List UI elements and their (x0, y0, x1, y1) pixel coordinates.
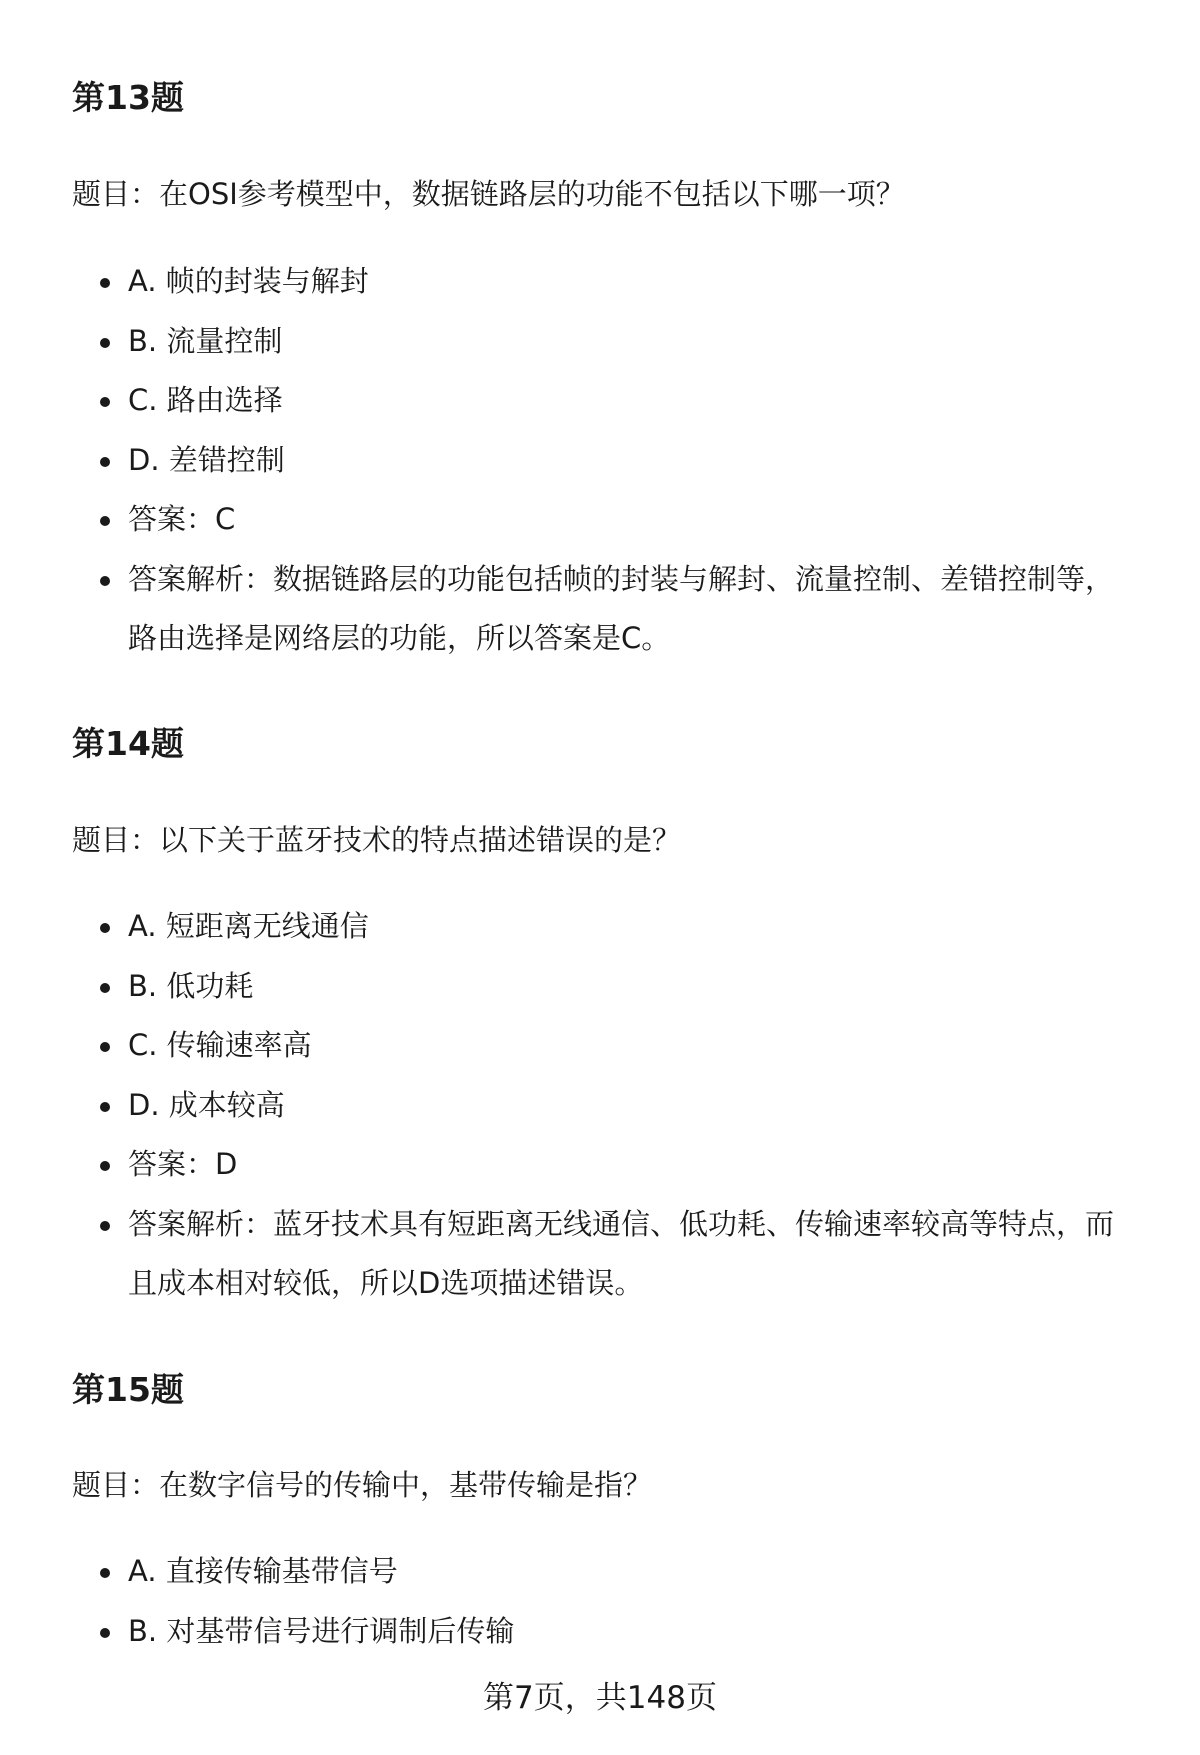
option-b: B. 对基带信号进行调制后传输 (0, 1602, 1200, 1662)
option-a: A. 短距离无线通信 (0, 897, 1200, 957)
option-a: A. 直接传输基带信号 (0, 1542, 1200, 1602)
question-13-title: 第13题 (72, 78, 184, 117)
option-d: D. 差错控制 (0, 431, 1200, 491)
answer: 答案：D (0, 1135, 1200, 1195)
page-number-footer: 第7页，共148页 (483, 1680, 717, 1716)
answer: 答案：C (0, 490, 1200, 550)
question-14-options (0, 897, 1200, 1314)
question-15-options (0, 1542, 1200, 1661)
option-c: C. 路由选择 (0, 371, 1200, 431)
option-d: D. 成本较高 (0, 1076, 1200, 1136)
option-a: A. 帧的封装与解封 (0, 252, 1200, 312)
answer-analysis: 答案解析：蓝牙技术具有短距离无线通信、低功耗、传输速率较高等特点，而且成本相对较低，所以D选项描述错误。 (0, 1195, 1200, 1314)
question-14-prompt: 题目：以下关于蓝牙技术的特点描述错误的是？ (72, 823, 682, 857)
answer-analysis: 答案解析：数据链路层的功能包括帧的封装与解封、流量控制、差错控制等，路由选择是网络层的功能，所以答案是C。 (0, 550, 1200, 669)
question-15-title: 第15题 (72, 1370, 184, 1409)
question-13-options (0, 252, 1200, 669)
option-b: B. 流量控制 (0, 312, 1200, 372)
question-13-prompt: 题目：在OSI参考模型中，数据链路层的功能不包括以下哪一项？ (72, 177, 905, 211)
question-14-title: 第14题 (72, 724, 184, 763)
question-15-prompt: 题目：在数字信号的传输中，基带传输是指？ (72, 1468, 653, 1502)
option-b: B. 低功耗 (0, 957, 1200, 1017)
option-c: C. 传输速率高 (0, 1016, 1200, 1076)
